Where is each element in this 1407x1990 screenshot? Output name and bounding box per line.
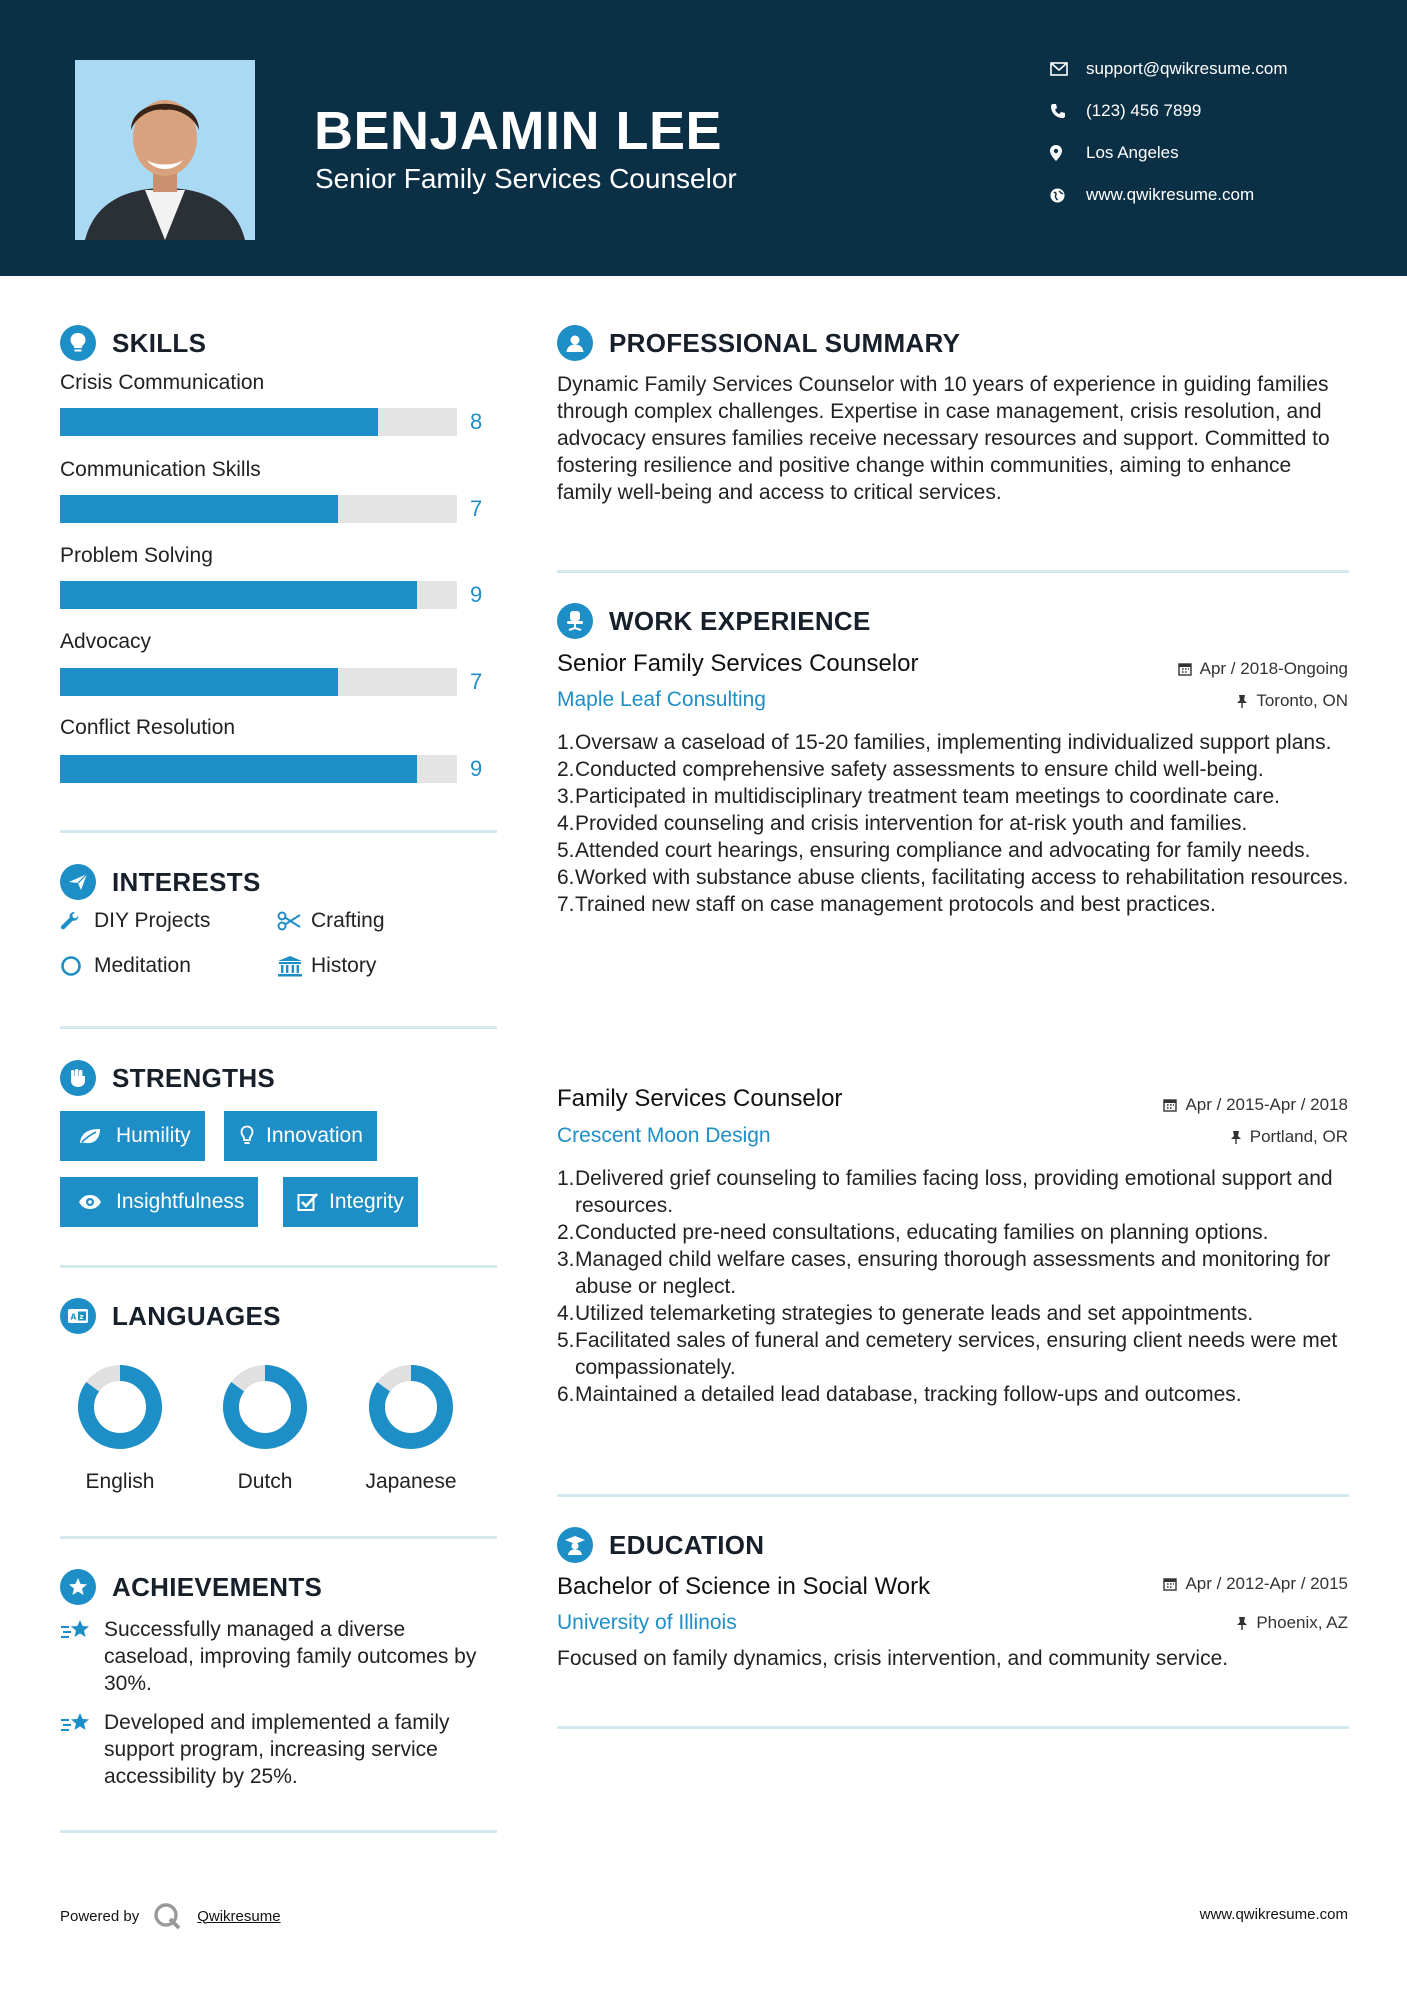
contact-phone-text: (123) 456 7899 — [1086, 101, 1202, 120]
office-chair-icon — [557, 603, 593, 639]
education-dates-text: Apr / 2012-Apr / 2015 — [1185, 1574, 1348, 1593]
interests-heading — [60, 864, 261, 900]
checkbox-icon — [295, 1192, 321, 1212]
section-divider — [60, 1536, 497, 1539]
contact-website-text: www.qwikresume.com — [1086, 185, 1255, 204]
candidate-name: BENJAMIN LEE — [314, 101, 723, 161]
contact-email-text: support@qwikresume.com — [1086, 59, 1288, 78]
duty-item: 6. Maintained a detailed lead database, tracking follow-ups and outcomes. — [557, 1383, 1242, 1406]
skill-level: 9 — [470, 582, 483, 607]
contact-location — [1050, 138, 1380, 168]
strength-tag — [60, 1177, 258, 1227]
skill-bar — [60, 755, 457, 783]
interest-item — [60, 954, 191, 978]
shooting-star-icon — [60, 1616, 104, 1697]
section-divider — [60, 1830, 497, 1833]
skill-bar — [60, 408, 457, 436]
job-dates — [1163, 1095, 1348, 1115]
circle-icon — [60, 955, 94, 977]
lightbulb-icon — [60, 325, 96, 361]
job-location — [1230, 1127, 1348, 1147]
profile-photo — [75, 60, 255, 240]
duty-item: 4. Provided counseling and crisis intervention for at-risk youth and families. — [557, 812, 1248, 835]
strength-label: Integrity — [329, 1190, 404, 1213]
shooting-star-icon — [60, 1709, 104, 1790]
education-dates — [1163, 1574, 1348, 1594]
language-donut — [75, 1362, 165, 1452]
job-location — [1236, 691, 1348, 711]
skill-bar — [60, 581, 457, 609]
duty-item: 1. Delivered grief counseling to families facing loss, providing emotional support and resources. — [557, 1167, 1333, 1217]
job-title: Senior Family Services Counselor — [557, 650, 919, 677]
language-label: Dutch — [237, 1470, 293, 1493]
pushpin-icon — [1236, 694, 1248, 708]
leaf-icon — [72, 1127, 108, 1145]
qwikresume-logo-icon — [153, 1902, 183, 1930]
svg-text:A: A — [70, 1312, 77, 1322]
duty-item: 2. Conducted pre-need consultations, educating families on planning options. — [557, 1221, 1269, 1244]
lightbulb-icon — [236, 1125, 258, 1147]
achievement-text: Developed and implemented a family support program, increasing service accessibility by 25%. — [104, 1711, 450, 1788]
duty-item: 6. Worked with substance abuse clients, facilitating access to rehabilitation resources. — [557, 866, 1349, 889]
interest-label: Crafting — [311, 909, 385, 932]
company-name[interactable]: Crescent Moon Design — [557, 1124, 771, 1147]
interest-item — [277, 954, 376, 978]
section-divider — [60, 1026, 497, 1029]
strength-label: Insightfulness — [116, 1190, 245, 1213]
interest-label: Meditation — [94, 954, 191, 977]
fist-icon — [60, 1060, 96, 1096]
contact-phone[interactable] — [1050, 96, 1380, 126]
summary-title: PROFESSIONAL SUMMARY — [609, 327, 961, 358]
section-divider — [557, 1726, 1349, 1729]
achievement-text: Successfully managed a diverse caseload, improving family outcomes by 30%. — [104, 1618, 477, 1695]
pushpin-icon — [1230, 1130, 1242, 1144]
skill-name: Problem Solving — [60, 544, 213, 567]
work-title: WORK EXPERIENCE — [609, 605, 871, 636]
header-banner — [0, 0, 1407, 276]
strengths-heading — [60, 1060, 275, 1096]
skill-bar-fill — [60, 495, 338, 523]
user-icon — [557, 325, 593, 361]
duty-item: 5. Attended court hearings, ensuring compliance and advocating for family needs. — [557, 839, 1311, 862]
skill-level: 9 — [470, 756, 483, 781]
achievements-title: ACHIEVEMENTS — [112, 1571, 323, 1602]
graduate-icon — [557, 1527, 593, 1563]
skill-bar — [60, 495, 457, 523]
skill-level: 8 — [470, 409, 483, 434]
svg-text:z: z — [79, 1313, 84, 1321]
job-location-text: Toronto, ON — [1256, 691, 1348, 710]
skill-bar-fill — [60, 755, 417, 783]
skill-name: Communication Skills — [60, 458, 261, 481]
strength-label: Innovation — [266, 1124, 363, 1147]
envelope-icon — [1050, 62, 1086, 76]
section-divider — [60, 830, 497, 833]
wrench-icon — [60, 911, 94, 931]
education-heading — [557, 1527, 764, 1563]
skill-name: Crisis Communication — [60, 371, 265, 394]
education-location — [1236, 1613, 1348, 1633]
strength-tag — [224, 1111, 377, 1161]
powered-by-text: Powered by — [60, 1907, 140, 1925]
qwikresume-link[interactable]: Qwikresume — [197, 1907, 281, 1925]
language-label: English — [85, 1470, 155, 1493]
contact-location-text: Los Angeles — [1086, 143, 1179, 162]
map-marker-icon — [1050, 145, 1086, 161]
skill-bar-fill — [60, 408, 378, 436]
education-location-text: Phoenix, AZ — [1256, 1613, 1348, 1632]
language-icon — [60, 1298, 96, 1334]
school-name[interactable]: University of Illinois — [557, 1611, 737, 1634]
skill-bar — [60, 668, 457, 696]
summary-text: Dynamic Family Services Counselor with 10 years of experience in guiding families through complex challenges. Expertise in case management, crisis resolution, and advocacy ensures families receive necessary resources and support. Committed to fostering resilience and positive change within communities, aiming to enhance family well-being and access to critical services. — [557, 373, 1330, 504]
paper-plane-icon — [60, 864, 96, 900]
contact-email[interactable] — [1050, 54, 1380, 84]
footer-powered-by — [60, 1902, 281, 1930]
education-description: Focused on family dynamics, crisis intervention, and community service. — [557, 1647, 1229, 1670]
language-donut — [366, 1362, 456, 1452]
job-location-text: Portland, OR — [1249, 1127, 1348, 1146]
duty-item: 5. Facilitated sales of funeral and cemetery services, ensuring client needs were met compassionately. — [557, 1329, 1338, 1379]
skill-bar-fill — [60, 581, 417, 609]
language-item — [200, 1362, 330, 1494]
duty-item: 3. Managed child welfare cases, ensuring thorough assessments and monitoring for abuse or neglect. — [557, 1248, 1331, 1298]
candidate-role: Senior Family Services Counselor — [315, 163, 737, 194]
scissors-icon — [277, 911, 311, 931]
languages-title: LANGUAGES — [112, 1300, 281, 1331]
duty-item: 7. Trained new staff on case management protocols and best practices. — [557, 893, 1216, 916]
duty-item: 4. Utilized telemarketing strategies to generate leads and set appointments. — [557, 1302, 1254, 1325]
strength-tag — [60, 1111, 205, 1161]
summary-heading — [557, 325, 960, 361]
pushpin-icon — [1236, 1616, 1248, 1630]
skills-heading — [60, 325, 206, 361]
achievement-item — [60, 1616, 500, 1697]
duty-item: 1. Oversaw a caseload of 15-20 families, implementing individualized support plans. — [557, 731, 1332, 754]
interest-label: History — [311, 954, 377, 977]
contact-website[interactable] — [1050, 180, 1380, 210]
interest-item — [60, 909, 210, 933]
skill-level: 7 — [470, 496, 483, 521]
achievements-heading — [60, 1569, 322, 1605]
language-item — [346, 1362, 476, 1494]
job-dates-text: Apr / 2015-Apr / 2018 — [1185, 1095, 1348, 1114]
job-duties — [557, 1165, 1357, 1408]
work-heading — [557, 603, 871, 639]
languages-heading — [60, 1298, 281, 1334]
strength-tag — [283, 1177, 418, 1227]
calendar-icon — [1178, 662, 1192, 676]
interest-item — [277, 909, 385, 933]
calendar-icon — [1163, 1098, 1177, 1112]
language-item — [55, 1362, 185, 1494]
globe-icon — [1050, 188, 1086, 203]
job-dates — [1178, 659, 1348, 679]
bank-icon — [277, 955, 311, 977]
eye-icon — [72, 1194, 108, 1210]
star-icon — [60, 1569, 96, 1605]
job-dates-text: Apr / 2018-Ongoing — [1199, 659, 1348, 678]
phone-icon — [1050, 103, 1086, 119]
company-name[interactable]: Maple Leaf Consulting — [557, 688, 766, 711]
duty-item: 2. Conducted comprehensive safety assessments to ensure child well-being. — [557, 758, 1264, 781]
interest-label: DIY Projects — [94, 909, 211, 932]
calendar-icon — [1163, 1577, 1177, 1591]
job-title: Family Services Counselor — [557, 1085, 843, 1112]
section-divider — [60, 1265, 497, 1268]
duty-item: 3. Participated in multidisciplinary treatment team meetings to coordinate care. — [557, 785, 1280, 808]
strengths-title: STRENGTHS — [112, 1062, 276, 1093]
degree-title: Bachelor of Science in Social Work — [557, 1573, 931, 1600]
skill-bar-fill — [60, 668, 338, 696]
language-donut — [220, 1362, 310, 1452]
skills-title: SKILLS — [112, 327, 207, 358]
section-divider — [557, 1494, 1349, 1497]
job-duties — [557, 729, 1357, 918]
education-title: EDUCATION — [609, 1529, 765, 1560]
achievement-item — [60, 1709, 500, 1790]
skill-name: Advocacy — [60, 630, 152, 653]
footer-website-link[interactable]: www.qwikresume.com — [1199, 1906, 1348, 1923]
skill-name: Conflict Resolution — [60, 716, 236, 739]
language-label: Japanese — [365, 1470, 457, 1493]
interests-title: INTERESTS — [112, 866, 261, 897]
section-divider — [557, 570, 1349, 573]
strength-label: Humility — [116, 1124, 191, 1147]
skill-level: 7 — [470, 669, 483, 694]
